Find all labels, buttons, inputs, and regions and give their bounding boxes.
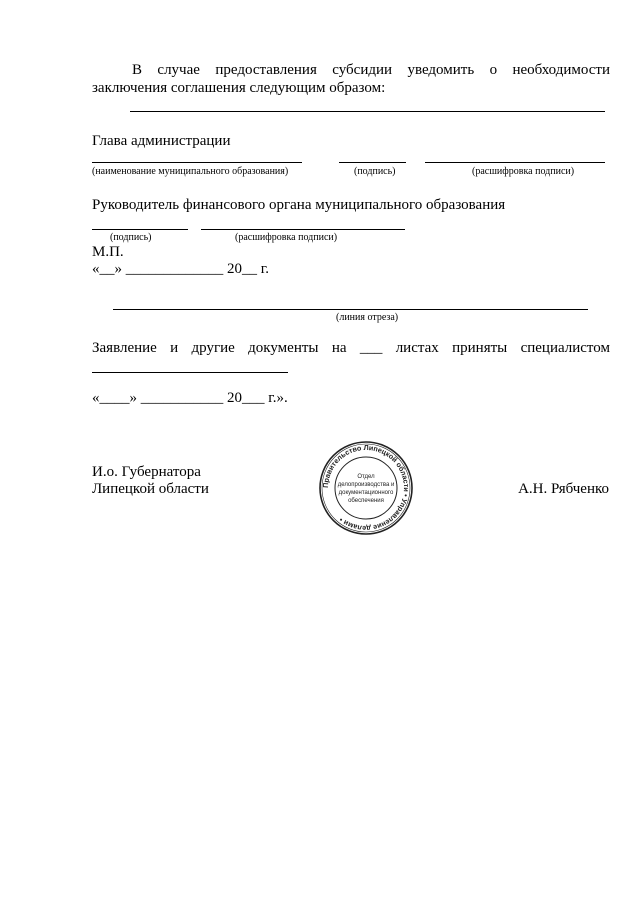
- stamp-inner-line4: обеспечения: [348, 498, 384, 504]
- finance-head-title: Руководитель финансового органа муниципального образования: [92, 197, 506, 213]
- label-municipality: (наименование муниципального образования): [92, 166, 289, 177]
- seal-place-mp: М.П.: [92, 244, 124, 260]
- blank-line-finance-decode: [201, 229, 405, 230]
- receipt-statement: Заявление и другие документы на ___ листах приняты специалистом: [92, 340, 610, 356]
- stamp-inner-line3: документационного: [338, 490, 394, 496]
- signer-name: А.Н. Рябченко: [518, 481, 609, 497]
- receipt-date-line: «____» ___________ 20___ г.».: [92, 390, 288, 406]
- finance-date-line: «__» _____________ 20__ г.: [92, 261, 269, 277]
- head-admin-title: Глава администрации: [92, 133, 231, 149]
- paragraph-notify-line1: В случае предоставления субсидии уведомить о необходимости: [132, 62, 610, 78]
- label-finance-signature: (подпись): [110, 232, 152, 243]
- blank-line-municipality: [92, 162, 302, 163]
- stamp-inner-line2: делопроизводства и: [337, 482, 395, 488]
- blank-line-notify: [130, 111, 605, 112]
- blank-line-finance-signature: [92, 229, 188, 230]
- cut-line-label: (линия отреза): [336, 312, 399, 323]
- cut-line: [113, 309, 588, 310]
- signer-position-line2: Липецкой области: [92, 481, 209, 497]
- paragraph-notify-line2: заключения соглашения следующим образом:: [92, 80, 386, 96]
- stamp-inner-line1: Отдел: [357, 474, 375, 480]
- label-finance-decode: (расшифровка подписи): [235, 232, 338, 243]
- blank-line-signature: [339, 162, 406, 163]
- official-stamp: [318, 440, 414, 536]
- blank-line-specialist: [92, 372, 288, 373]
- blank-line-decode: [425, 162, 605, 163]
- label-decode: (расшифровка подписи): [472, 166, 575, 177]
- stamp-outer-text: Правительство Липецкой области • Управление делами •: [320, 442, 412, 534]
- label-signature: (подпись): [354, 166, 396, 177]
- signer-position-line1: И.о. Губернатора: [92, 464, 201, 480]
